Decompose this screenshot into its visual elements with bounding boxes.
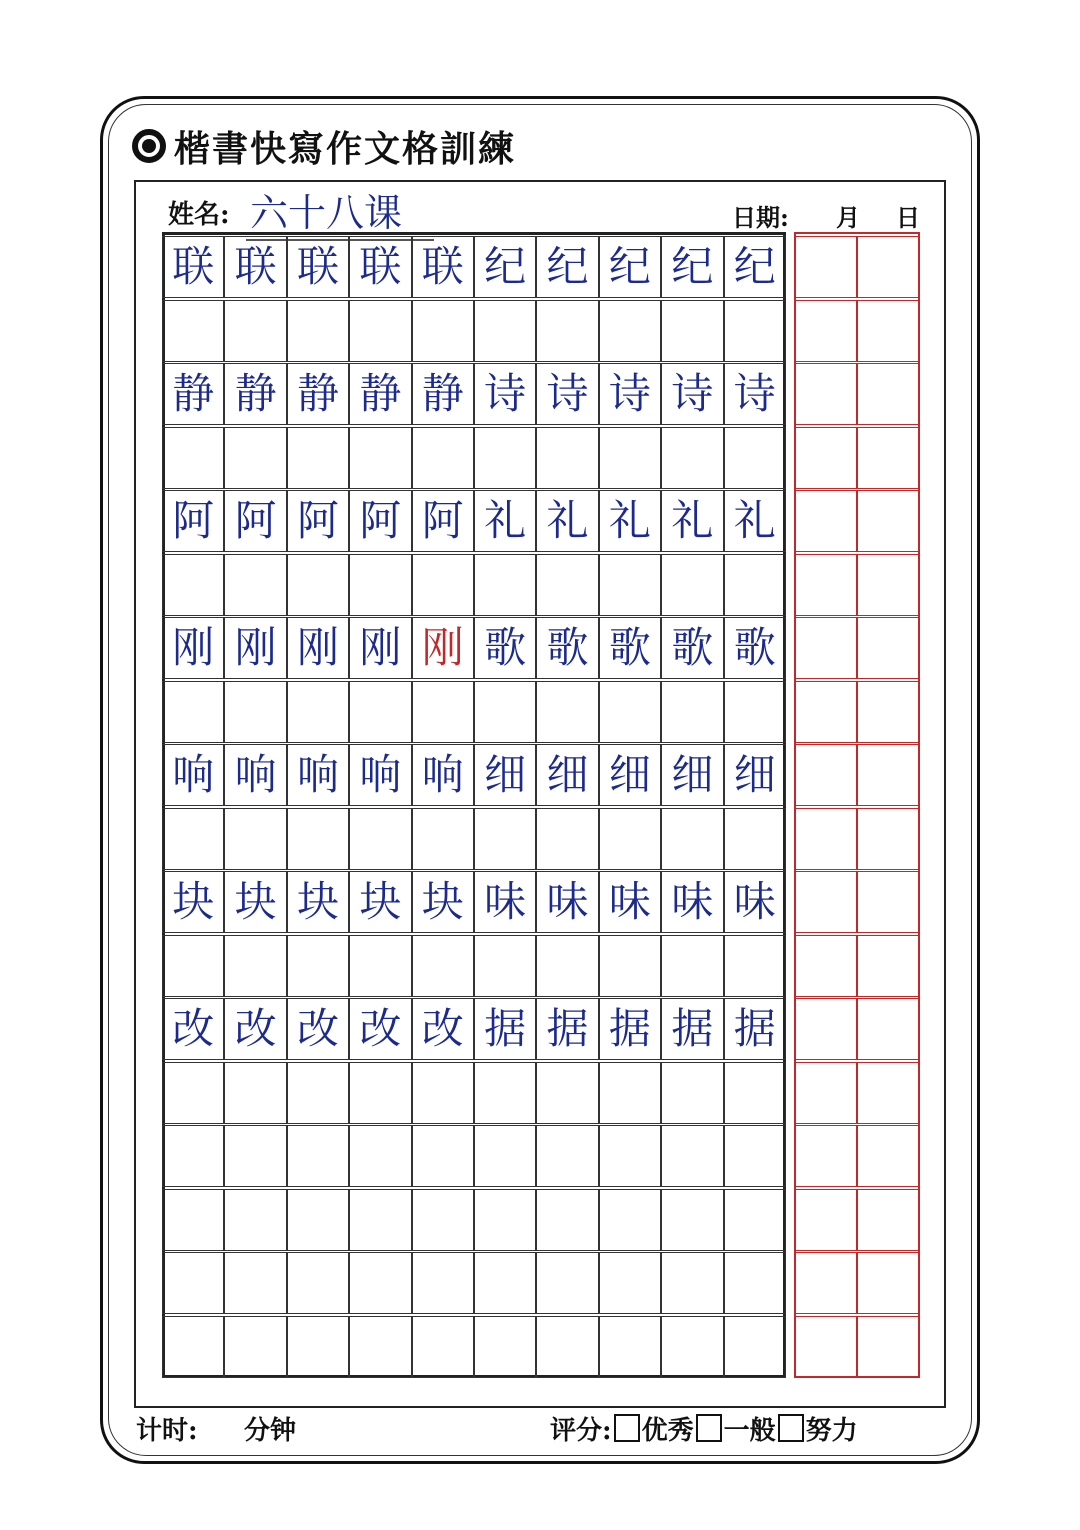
red-grid-cell[interactable] — [794, 1252, 857, 1314]
grid-cell[interactable] — [724, 1252, 786, 1314]
grid-cell[interactable]: 礼 — [536, 490, 598, 552]
grid-cell[interactable]: 纪 — [536, 236, 598, 298]
option-average: 一般 — [723, 1416, 776, 1446]
red-grid-row — [794, 236, 920, 298]
red-grid-cell[interactable] — [857, 1189, 920, 1251]
grid-cell[interactable] — [412, 427, 474, 489]
grid-cell[interactable]: 礼 — [599, 490, 661, 552]
red-grid-cell[interactable] — [794, 554, 857, 616]
grid-cell[interactable] — [349, 1316, 411, 1378]
grid-cell[interactable]: 块 — [224, 871, 286, 933]
grid-cell[interactable] — [349, 300, 411, 362]
grid-cell[interactable] — [661, 1252, 723, 1314]
grid-cell[interactable] — [162, 935, 224, 997]
grid-cell[interactable] — [162, 427, 224, 489]
grid-cell[interactable] — [162, 1125, 224, 1187]
grid-cell[interactable]: 阿 — [224, 490, 286, 552]
grid-cell[interactable]: 纪 — [599, 236, 661, 298]
grid-cell[interactable]: 改 — [224, 998, 286, 1060]
grid-cell[interactable] — [536, 427, 598, 489]
red-grid-cell[interactable] — [794, 1062, 857, 1124]
red-grid-cell[interactable] — [794, 363, 857, 425]
grid-cell[interactable] — [412, 554, 474, 616]
grid-cell[interactable] — [287, 1062, 349, 1124]
grid-cell[interactable]: 响 — [224, 744, 286, 806]
grid-cell[interactable] — [724, 427, 786, 489]
grid-cell[interactable] — [474, 681, 536, 743]
checkbox-excellent[interactable] — [614, 1414, 640, 1442]
grid-cell[interactable] — [474, 300, 536, 362]
grid-cell[interactable]: 改 — [349, 998, 411, 1060]
grid-cell[interactable] — [474, 554, 536, 616]
red-grid-cell[interactable] — [857, 808, 920, 870]
red-grid-row — [794, 554, 920, 616]
grid-cell[interactable]: 改 — [162, 998, 224, 1060]
red-grid-cell[interactable] — [857, 1062, 920, 1124]
red-grid-cell[interactable] — [794, 236, 857, 298]
grid-cell[interactable] — [724, 1125, 786, 1187]
grid-cell[interactable] — [474, 1189, 536, 1251]
red-grid-cell[interactable] — [857, 1316, 920, 1378]
red-grid-row — [794, 617, 920, 679]
grid-row — [162, 490, 786, 552]
grid-cell[interactable]: 块 — [349, 871, 411, 933]
grid-cell[interactable] — [724, 681, 786, 743]
red-grid-row — [794, 490, 920, 552]
grid-cell[interactable]: 细 — [536, 744, 598, 806]
grid-cell[interactable]: 静 — [162, 363, 224, 425]
grid-cell[interactable]: 据 — [724, 998, 786, 1060]
red-grid-cell[interactable] — [857, 1252, 920, 1314]
score-section — [550, 1410, 858, 1447]
grid-cell[interactable] — [474, 1125, 536, 1187]
grid-cell[interactable]: 纪 — [661, 236, 723, 298]
grid-cell[interactable] — [287, 681, 349, 743]
grid-cell[interactable]: 细 — [474, 744, 536, 806]
grid-cell[interactable] — [724, 935, 786, 997]
grid-cell[interactable]: 块 — [162, 871, 224, 933]
grid-cell[interactable]: 静 — [349, 363, 411, 425]
grid-cell[interactable] — [412, 300, 474, 362]
grid-cell[interactable] — [599, 300, 661, 362]
red-grid-row — [794, 1189, 920, 1251]
grid-cell[interactable] — [349, 1125, 411, 1187]
red-grid-cell[interactable] — [857, 1125, 920, 1187]
grid-cell[interactable]: 味 — [474, 871, 536, 933]
name-value: 六十八课 — [246, 182, 434, 241]
red-grid-row — [794, 1316, 920, 1378]
grid-row — [162, 1252, 786, 1314]
grid-cell[interactable]: 礼 — [724, 490, 786, 552]
grid-cell[interactable] — [412, 808, 474, 870]
grid-cell[interactable]: 阿 — [287, 490, 349, 552]
grid-cell[interactable] — [162, 554, 224, 616]
option-excellent: 优秀 — [641, 1416, 694, 1446]
red-grid-cell[interactable] — [857, 554, 920, 616]
red-grid-cell[interactable] — [857, 363, 920, 425]
grid-cell[interactable] — [287, 1316, 349, 1378]
grid-cell[interactable] — [224, 1062, 286, 1124]
grid-cell[interactable] — [724, 1316, 786, 1378]
grid-cell[interactable]: 块 — [412, 871, 474, 933]
month-label: 月 — [836, 203, 860, 232]
grid-row — [162, 744, 786, 806]
red-grid-cell[interactable] — [794, 681, 857, 743]
grid-cell[interactable] — [224, 554, 286, 616]
grid-cell[interactable] — [287, 935, 349, 997]
red-grid-cell[interactable] — [857, 681, 920, 743]
red-grid-row — [794, 935, 920, 997]
grid-cell[interactable]: 响 — [287, 744, 349, 806]
grid-cell[interactable]: 诗 — [724, 363, 786, 425]
option-effort: 努力 — [805, 1416, 858, 1446]
grid-cell[interactable] — [224, 300, 286, 362]
checkbox-average[interactable] — [696, 1414, 722, 1442]
grid-row — [162, 871, 786, 933]
day-label: 日 — [896, 203, 920, 232]
grid-cell[interactable] — [162, 1062, 224, 1124]
grid-cell[interactable]: 阿 — [412, 490, 474, 552]
grid-cell[interactable]: 歌 — [599, 617, 661, 679]
red-grid-cell[interactable] — [794, 808, 857, 870]
grid-cell[interactable] — [474, 427, 536, 489]
grid-cell[interactable]: 联 — [162, 236, 224, 298]
grid-cell[interactable]: 联 — [412, 236, 474, 298]
grid-cell[interactable] — [224, 935, 286, 997]
red-grid-cell[interactable] — [794, 1189, 857, 1251]
grid-cell[interactable] — [412, 1252, 474, 1314]
red-grid-cell[interactable] — [857, 935, 920, 997]
page-title: 楷書快寫作文格訓練 — [174, 127, 517, 170]
grid-cell[interactable] — [536, 300, 598, 362]
grid-cell[interactable] — [661, 808, 723, 870]
red-grid-cell[interactable] — [794, 1125, 857, 1187]
grid-cell[interactable] — [349, 808, 411, 870]
red-grid-row — [794, 363, 920, 425]
grid-cell[interactable]: 据 — [661, 998, 723, 1060]
grid-cell[interactable] — [599, 681, 661, 743]
red-grid-cell[interactable] — [794, 998, 857, 1060]
grid-cell[interactable] — [287, 808, 349, 870]
red-grid-cell[interactable] — [794, 300, 857, 362]
grid-cell[interactable] — [349, 554, 411, 616]
grid-cell[interactable] — [162, 1189, 224, 1251]
grid-cell[interactable]: 细 — [599, 744, 661, 806]
grid-cell[interactable] — [412, 1189, 474, 1251]
grid-cell[interactable] — [162, 681, 224, 743]
grid-cell[interactable] — [287, 1125, 349, 1187]
grid-cell[interactable]: 联 — [224, 236, 286, 298]
grid-cell[interactable]: 静 — [412, 363, 474, 425]
grid-cell[interactable]: 改 — [412, 998, 474, 1060]
grid-row — [162, 1316, 786, 1378]
grid-cell[interactable] — [661, 1189, 723, 1251]
grid-cell[interactable] — [536, 681, 598, 743]
red-grid-row — [794, 681, 920, 743]
grid-cell[interactable]: 歌 — [724, 617, 786, 679]
grid-cell[interactable] — [599, 1062, 661, 1124]
grid-row — [162, 1062, 786, 1124]
grid-cell[interactable] — [661, 1062, 723, 1124]
red-grid-row — [794, 744, 920, 806]
grid-cell[interactable] — [661, 300, 723, 362]
grid-row — [162, 300, 786, 362]
grid-cell[interactable]: 响 — [349, 744, 411, 806]
date-label: 日期: — [732, 203, 789, 232]
grid-cell[interactable]: 味 — [724, 871, 786, 933]
red-grid-cell[interactable] — [857, 871, 920, 933]
red-grid-cell[interactable] — [857, 300, 920, 362]
grid-cell[interactable] — [349, 1189, 411, 1251]
grid-cell[interactable] — [536, 554, 598, 616]
red-grid-cell[interactable] — [794, 744, 857, 806]
grid-cell[interactable] — [349, 1062, 411, 1124]
grid-row — [162, 236, 786, 298]
grid-cell[interactable] — [599, 1125, 661, 1187]
grid-cell[interactable]: 纪 — [474, 236, 536, 298]
timer-label: 计时: — [136, 1416, 198, 1446]
grid-cell[interactable] — [661, 1125, 723, 1187]
title-row — [132, 122, 516, 170]
grid-cell[interactable]: 联 — [349, 236, 411, 298]
grid-cell[interactable] — [661, 935, 723, 997]
red-grid-row — [794, 1252, 920, 1314]
grid-cell[interactable] — [536, 808, 598, 870]
name-label: 姓名: — [168, 200, 230, 230]
grid-cell[interactable] — [162, 300, 224, 362]
red-grid-row — [794, 1125, 920, 1187]
grid-cell[interactable]: 据 — [599, 998, 661, 1060]
grid-cell[interactable] — [661, 554, 723, 616]
grid-cell[interactable]: 味 — [599, 871, 661, 933]
grid-cell[interactable] — [474, 1062, 536, 1124]
grid-cell[interactable]: 诗 — [536, 363, 598, 425]
red-grid-cell[interactable] — [794, 617, 857, 679]
grid-row — [162, 681, 786, 743]
grid-cell[interactable] — [536, 1316, 598, 1378]
grid-cell[interactable] — [412, 1316, 474, 1378]
grid-cell[interactable] — [224, 1316, 286, 1378]
red-grid-row — [794, 998, 920, 1060]
grid-cell[interactable] — [349, 681, 411, 743]
grid-cell[interactable] — [162, 1252, 224, 1314]
grid-cell[interactable]: 静 — [287, 363, 349, 425]
grid-cell[interactable]: 歌 — [536, 617, 598, 679]
grid-row — [162, 1189, 786, 1251]
grid-cell[interactable] — [349, 427, 411, 489]
minutes-label: 分钟 — [244, 1416, 297, 1446]
grid-cell[interactable]: 响 — [412, 744, 474, 806]
grid-cell[interactable] — [224, 1125, 286, 1187]
grid-cell[interactable] — [224, 1189, 286, 1251]
grid-cell[interactable] — [224, 427, 286, 489]
red-grid-row — [794, 300, 920, 362]
grid-cell[interactable] — [349, 1252, 411, 1314]
checkbox-effort[interactable] — [778, 1414, 804, 1442]
grid-cell[interactable]: 阿 — [162, 490, 224, 552]
red-grid-cell[interactable] — [857, 236, 920, 298]
grid-cell[interactable] — [162, 1316, 224, 1378]
grid-cell[interactable] — [599, 1189, 661, 1251]
red-grid-row — [794, 1062, 920, 1124]
grid-row — [162, 363, 786, 425]
red-grid-cell[interactable] — [794, 871, 857, 933]
red-grid-cell[interactable] — [857, 998, 920, 1060]
grid-cell[interactable] — [724, 300, 786, 362]
grid-cell[interactable] — [599, 1316, 661, 1378]
grid-cell[interactable] — [162, 808, 224, 870]
logo-icon — [132, 129, 166, 163]
grid-cell[interactable] — [599, 935, 661, 997]
grid-cell[interactable] — [724, 554, 786, 616]
grid-cell[interactable] — [724, 1062, 786, 1124]
grid-cell[interactable]: 歌 — [474, 617, 536, 679]
grid-cell[interactable] — [536, 935, 598, 997]
grid-cell[interactable] — [599, 808, 661, 870]
grid-row — [162, 998, 786, 1060]
grid-cell[interactable]: 响 — [162, 744, 224, 806]
grid-cell[interactable]: 礼 — [661, 490, 723, 552]
grid-cell[interactable]: 据 — [474, 998, 536, 1060]
grid-cell[interactable] — [412, 681, 474, 743]
grid-cell[interactable]: 细 — [724, 744, 786, 806]
grid-cell[interactable]: 纪 — [724, 236, 786, 298]
grid-cell[interactable]: 刚 — [162, 617, 224, 679]
red-grid-cell[interactable] — [857, 427, 920, 489]
grid-cell[interactable] — [724, 808, 786, 870]
red-grid-cell[interactable] — [857, 617, 920, 679]
grid-cell[interactable]: 刚 — [287, 617, 349, 679]
red-grid-cell[interactable] — [794, 935, 857, 997]
grid-row — [162, 617, 786, 679]
grid-cell[interactable] — [412, 1062, 474, 1124]
grid-row — [162, 554, 786, 616]
grid-cell[interactable] — [412, 935, 474, 997]
grid-cell[interactable] — [224, 681, 286, 743]
grid-cell[interactable]: 诗 — [661, 363, 723, 425]
red-grid-cell[interactable] — [794, 490, 857, 552]
red-grid-row — [794, 871, 920, 933]
grid-cell[interactable] — [536, 1125, 598, 1187]
grid-cell[interactable] — [287, 1189, 349, 1251]
grid-cell[interactable] — [287, 427, 349, 489]
grid-cell[interactable] — [412, 1125, 474, 1187]
red-grid-cell[interactable] — [794, 427, 857, 489]
grid-cell[interactable]: 联 — [287, 236, 349, 298]
red-grid-cell[interactable] — [857, 744, 920, 806]
grid-cell[interactable]: 改 — [287, 998, 349, 1060]
grid-cell[interactable]: 刚 — [224, 617, 286, 679]
grid-cell[interactable] — [349, 935, 411, 997]
grid-cell[interactable] — [474, 1252, 536, 1314]
grid-cell[interactable] — [224, 1252, 286, 1314]
grid-row — [162, 935, 786, 997]
red-grid-cell[interactable] — [857, 490, 920, 552]
grid-cell[interactable] — [287, 1252, 349, 1314]
grid-cell[interactable]: 歌 — [661, 617, 723, 679]
grid-cell[interactable] — [536, 1252, 598, 1314]
grid-cell[interactable]: 刚 — [349, 617, 411, 679]
grid-cell[interactable] — [661, 427, 723, 489]
grid-cell[interactable]: 味 — [661, 871, 723, 933]
grid-cell[interactable]: 诗 — [474, 363, 536, 425]
grid-cell[interactable]: 礼 — [474, 490, 536, 552]
red-grid-row — [794, 808, 920, 870]
grid-cell[interactable] — [474, 935, 536, 997]
grid-cell[interactable] — [599, 554, 661, 616]
grid-cell[interactable] — [287, 554, 349, 616]
grid-cell[interactable] — [661, 681, 723, 743]
grid-cell[interactable] — [474, 808, 536, 870]
grid-cell[interactable] — [224, 808, 286, 870]
grid-cell[interactable]: 静 — [224, 363, 286, 425]
grid-cell[interactable] — [536, 1189, 598, 1251]
grid-row — [162, 1125, 786, 1187]
grid-cell[interactable]: 细 — [661, 744, 723, 806]
grid-cell[interactable]: 味 — [536, 871, 598, 933]
grid-cell[interactable]: 诗 — [599, 363, 661, 425]
grid-cell[interactable] — [599, 1252, 661, 1314]
grid-cell[interactable] — [599, 427, 661, 489]
red-grid-row — [794, 427, 920, 489]
grid-cell[interactable]: 块 — [287, 871, 349, 933]
grid-cell[interactable] — [661, 1316, 723, 1378]
red-grid-cell[interactable] — [794, 1316, 857, 1378]
grid-cell[interactable]: 刚 — [412, 617, 474, 679]
grid-cell[interactable] — [287, 300, 349, 362]
grid-cell[interactable] — [474, 1316, 536, 1378]
grid-row — [162, 808, 786, 870]
grid-cell[interactable] — [536, 1062, 598, 1124]
grid-row — [162, 427, 786, 489]
score-label: 评分: — [550, 1416, 612, 1446]
grid-cell[interactable]: 据 — [536, 998, 598, 1060]
grid-cell[interactable]: 阿 — [349, 490, 411, 552]
grid-cell[interactable] — [724, 1189, 786, 1251]
